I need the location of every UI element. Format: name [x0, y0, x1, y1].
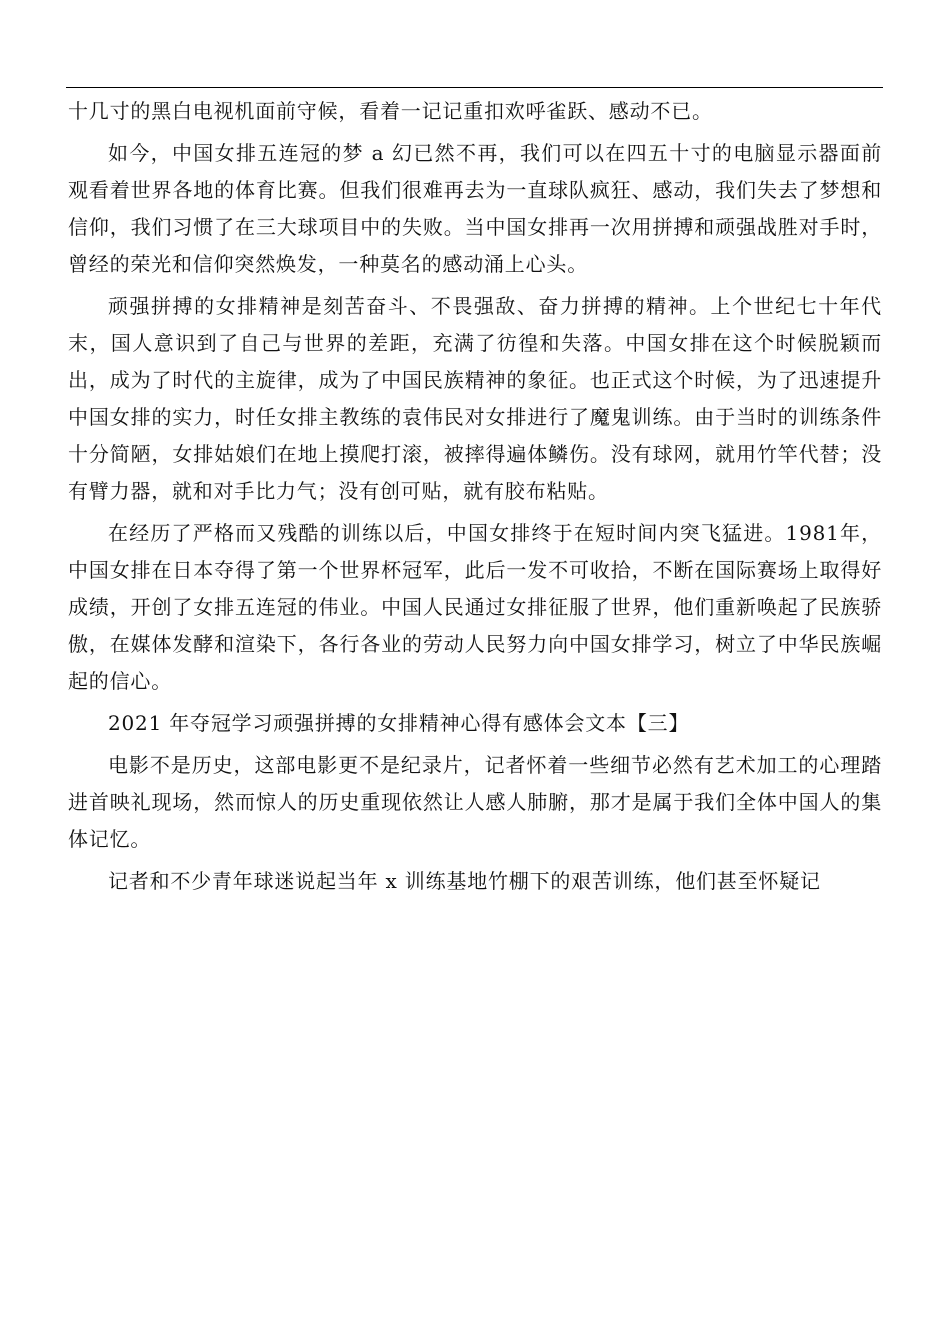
paragraph-film: 电影不是历史，这部电影更不是纪录片，记者怀着一些细节必然有艺术加工的心理踏进首映礼现场，然而惊人的历史重现依然让人感人肺腑，那才是属于我们全体中国人的集体记忆。: [68, 753, 882, 851]
header-rule: [66, 87, 883, 88]
paragraph-spirit: 顽强拼搏的女排精神是刻苦奋斗、不畏强敌、奋力拼搏的精神。上个世纪七十年代末，国人意识到了自己与世界的差距，充满了彷徨和失落。中国女排在这个时候脱颖而出，成为了时代的主旋律，成为了中国民族精神的象征。也正式这个时候，为了迅速提升中国女排的实力，时任女排主教练的袁伟民对女排进行了魔鬼训练。由于当时的训练条件十分简陋，女排姑娘们在地上摸爬打滚，被摔得遍体鳞伤。没有球网，就用竹竿代替；没有臂力器，就和对手比力气；没有创可贴，就有胶布粘贴。: [68, 294, 882, 503]
paragraph-dream: 如今，中国女排五连冠的梦 a 幻已然不再，我们可以在四五十寸的电脑显示器面前观看着世界各地的体育比赛。但我们很难再去为一直球队疯狂、感动，我们失去了梦想和信仰，我们习惯了在三大球项目中的失败。当中国女排再一次用拼搏和顽强战胜对手时，曾经的荣光和信仰突然焕发，一种莫名的感动涌上心头。: [68, 141, 882, 276]
paragraph-reporter: 记者和不少青年球迷说起当年 x 训练基地竹棚下的艰苦训练，他们甚至怀疑记: [108, 869, 821, 893]
paragraph-continuation: 十几寸的黑白电视机面前守候，看着一记记重扣欢呼雀跃、感动不已。: [68, 99, 713, 123]
paragraph-training-results: 在经历了严格而又残酷的训练以后，中国女排终于在短时间内突飞猛进。1981年，中国女排在日本夺得了第一个世界杯冠军，此后一发不可收拾，不断在国际赛场上取得好成绩，开创了女排五连冠的伟业。中国人民通过女排征服了世界，他们重新唤起了民族骄傲，在媒体发酵和渲染下，各行各业的劳动人民努力向中国女排学习，树立了中华民族崛起的信心。: [68, 521, 882, 693]
section-heading: 2021 年夺冠学习顽强拼搏的女排精神心得有感体会文本【三】: [108, 711, 690, 735]
document-body: [68, 93, 882, 900]
